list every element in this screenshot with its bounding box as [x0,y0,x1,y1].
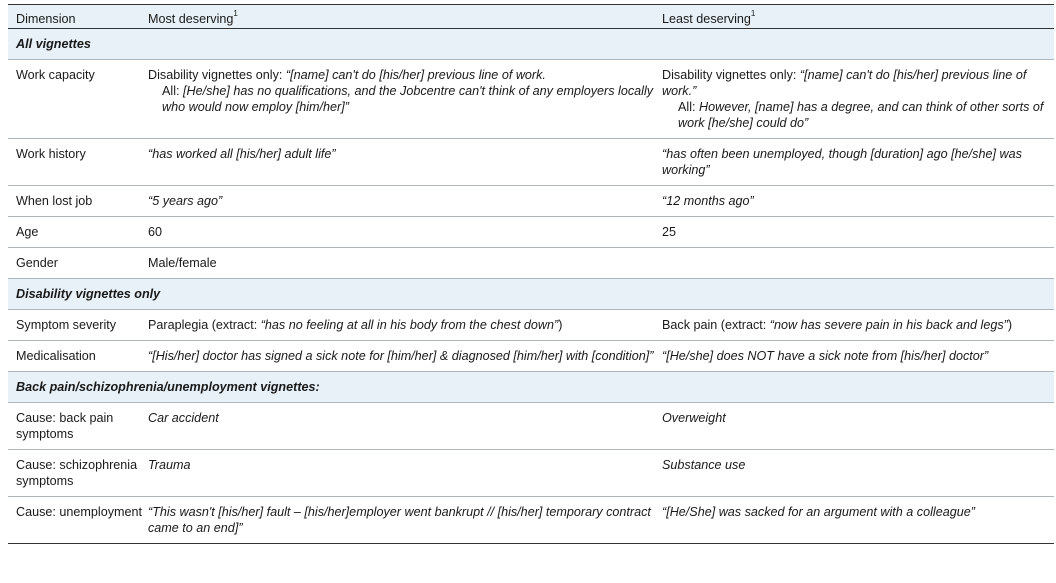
cell-prefix: Paraplegia (extract: [148,318,261,332]
header-least-label: Least deserving [662,12,751,26]
row-label: Work capacity [8,60,148,139]
table-row [8,341,1054,372]
table-row [8,186,1054,217]
header-dimension: Dimension [8,5,148,29]
cell-prefix: All: [162,84,183,98]
cell-quote: “[name] can't do [his/her] previous line of work.” [662,68,1027,98]
row-label: Work history [8,139,148,186]
least-deserving-cell [662,60,1054,139]
table-row [8,217,1054,248]
most-deserving-cell: “has worked all [his/her] adult life” [148,139,662,186]
row-label: Gender [8,248,148,279]
most-deserving-cell: “This wasn't [his/her] fault – [his/her]employer went bankrupt // [his/her] temporary contract came to an end]” [148,497,662,544]
section-all-vignettes: All vignettes [8,29,1054,60]
cell-quote: “[name] can't do [his/her] previous line of work. [285,68,546,82]
table-header-row [8,5,1054,29]
most-deserving-cell: “[His/her] doctor has signed a sick note for [him/her] & diagnosed [him/her] with [condition]” [148,341,662,372]
table-row [8,248,1054,279]
cell-prefix: All: [678,100,699,114]
table-row [8,310,1054,341]
cell-suffix: ) [558,318,563,332]
row-label: When lost job [8,186,148,217]
footnote-mark: 1 [750,8,756,18]
least-deserving-cell: “[He/She] was sacked for an argument with a colleague” [662,497,1054,544]
table-row [8,60,1054,139]
row-label: Medicalisation [8,341,148,372]
cell-quote: [He/she] has no qualifications, and the Jobcentre can't think of any employers locally who would now employ [him/her]” [162,84,654,114]
least-deserving-cell: “[He/she] does NOT have a sick note from [his/her] doctor” [662,341,1054,372]
header-most-label: Most deserving [148,12,234,26]
gender-value: Male/female [148,248,1054,279]
most-deserving-cell: Car accident [148,403,662,450]
least-deserving-cell: 25 [662,217,1054,248]
section-disability-vignettes: Disability vignettes only [8,279,1054,310]
cell-quote: “has no feeling at all in his body from the chest down” [260,318,559,332]
cell-suffix: ) [1007,318,1013,332]
least-deserving-cell: Substance use [662,450,1054,497]
least-deserving-cell: Overweight [662,403,1054,450]
table-row [8,497,1054,544]
table-row [8,450,1054,497]
cell-quote: “now has severe pain in his back and legs” [769,318,1008,332]
row-label: Cause: unemployment [8,497,148,544]
footnote-mark: 1 [233,8,238,18]
cell-prefix: Disability vignettes only: [148,68,286,82]
header-most-deserving [148,5,662,29]
most-deserving-cell [148,60,662,139]
row-label: Age [8,217,148,248]
section-row [8,279,1054,310]
section-backpain-vignettes: Back pain/schizophrenia/unemployment vignettes: [8,372,1054,403]
table-row [8,403,1054,450]
section-row [8,372,1054,403]
row-label: Cause: back pain symptoms [8,403,148,450]
least-deserving-cell [662,310,1054,341]
section-row [8,29,1054,60]
header-least-deserving [662,5,1054,29]
cell-subline [662,99,1054,131]
least-deserving-cell: “12 months ago” [662,186,1054,217]
most-deserving-cell: “5 years ago” [148,186,662,217]
cell-prefix: Disability vignettes only: [662,68,800,82]
cell-subline [148,83,662,115]
least-deserving-cell: “has often been unemployed, though [duration] ago [he/she] was working” [662,139,1054,186]
most-deserving-cell [148,310,662,341]
table-row [8,139,1054,186]
row-label: Cause: schizophrenia symptoms [8,450,148,497]
most-deserving-cell: Trauma [148,450,662,497]
cell-prefix: Back pain (extract: [662,318,770,332]
vignette-dimensions-table [8,4,1054,544]
most-deserving-cell: 60 [148,217,662,248]
cell-quote: However, [name] has a degree, and can think of other sorts of work [he/she] could do” [678,100,1044,130]
row-label: Symptom severity [8,310,148,341]
